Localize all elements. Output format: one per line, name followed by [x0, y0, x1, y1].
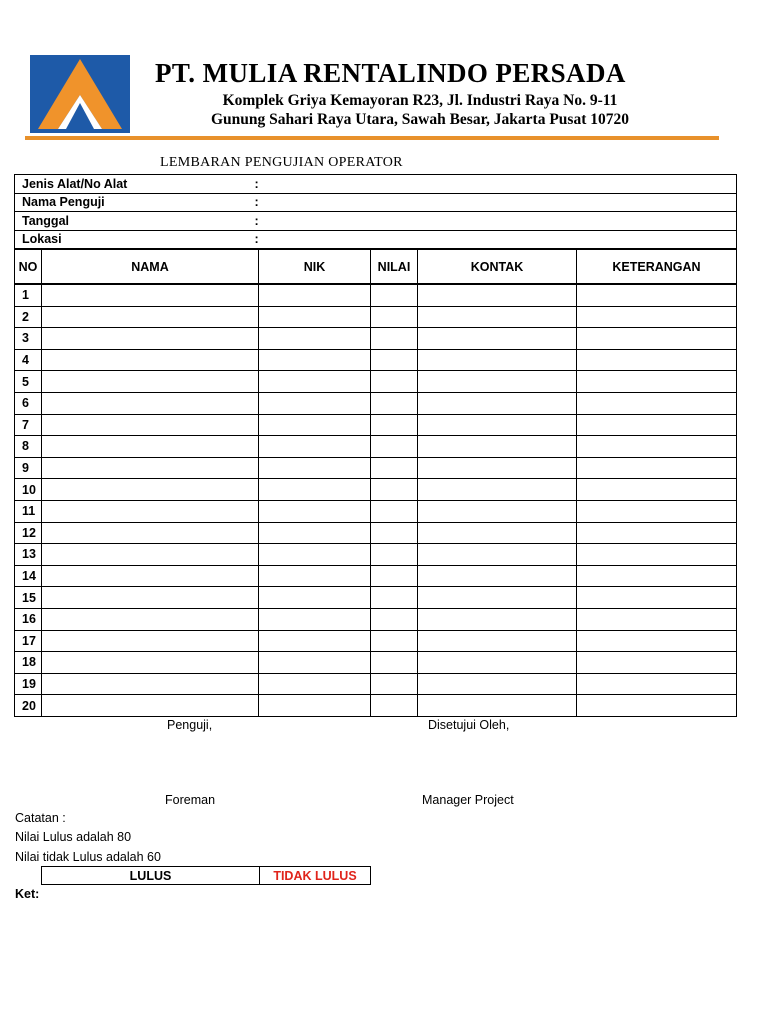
- nama-cell[interactable]: [42, 630, 259, 652]
- nama-cell[interactable]: [42, 414, 259, 436]
- info-table: [14, 174, 737, 249]
- row-number: 2: [15, 306, 42, 328]
- kontak-cell[interactable]: [418, 284, 577, 306]
- keterangan-cell[interactable]: [577, 695, 737, 717]
- kontak-cell[interactable]: [418, 544, 577, 566]
- table-row: [15, 630, 737, 652]
- kontak-cell[interactable]: [418, 652, 577, 674]
- info-label-examiner: Nama Penguji: [15, 193, 255, 212]
- row-number: 15: [15, 587, 42, 609]
- table-row: [15, 392, 737, 414]
- info-value-examiner[interactable]: :: [255, 193, 737, 212]
- nama-cell[interactable]: [42, 587, 259, 609]
- column-header-no: NO: [15, 250, 42, 285]
- nik-cell[interactable]: [259, 695, 371, 717]
- nama-cell[interactable]: [42, 349, 259, 371]
- kontak-cell[interactable]: [418, 500, 577, 522]
- company-name: PT. MULIA RENTALINDO PERSADA: [155, 58, 626, 88]
- row-number: 3: [15, 328, 42, 350]
- table-row: [15, 284, 737, 306]
- info-row-equipment: [15, 175, 737, 194]
- info-value-location[interactable]: :: [255, 230, 737, 249]
- table-row: [15, 328, 737, 350]
- row-number: 18: [15, 652, 42, 674]
- nama-cell[interactable]: [42, 371, 259, 393]
- table-header-row: [15, 250, 737, 285]
- kontak-cell[interactable]: [418, 479, 577, 501]
- nik-cell[interactable]: [259, 392, 371, 414]
- kontak-cell[interactable]: [418, 457, 577, 479]
- table-row: [15, 673, 737, 695]
- keterangan-cell[interactable]: [577, 565, 737, 587]
- nilai-cell[interactable]: [371, 652, 418, 674]
- table-row: [15, 695, 737, 717]
- nik-cell[interactable]: [259, 457, 371, 479]
- column-header-nama: NAMA: [42, 250, 259, 285]
- column-header-nilai: NILAI: [371, 250, 418, 285]
- table-row: [15, 457, 737, 479]
- pass-label[interactable]: LULUS: [42, 867, 260, 885]
- keterangan-cell[interactable]: [577, 587, 737, 609]
- kontak-cell[interactable]: [418, 414, 577, 436]
- notes-heading: Catatan :: [15, 811, 66, 825]
- row-number: 5: [15, 371, 42, 393]
- keterangan-cell[interactable]: [577, 652, 737, 674]
- column-header-kontak: KONTAK: [418, 250, 577, 285]
- fail-score-note: Nilai tidak Lulus adalah 60: [15, 850, 161, 864]
- info-row-date: [15, 212, 737, 231]
- nik-cell[interactable]: [259, 522, 371, 544]
- info-row-location: [15, 230, 737, 249]
- table-row: [15, 436, 737, 458]
- nama-cell[interactable]: [42, 479, 259, 501]
- result-row: [42, 867, 371, 885]
- kontak-cell[interactable]: [418, 306, 577, 328]
- nama-cell[interactable]: [42, 328, 259, 350]
- table-body: [15, 284, 737, 716]
- nama-cell[interactable]: [42, 565, 259, 587]
- keterangan-cell[interactable]: [577, 630, 737, 652]
- nilai-cell[interactable]: [371, 544, 418, 566]
- nilai-cell[interactable]: [371, 371, 418, 393]
- nik-cell[interactable]: [259, 565, 371, 587]
- table-row: [15, 349, 737, 371]
- nilai-cell[interactable]: [371, 284, 418, 306]
- keterangan-cell[interactable]: [577, 608, 737, 630]
- operator-test-table: [14, 249, 737, 717]
- nama-cell[interactable]: [42, 500, 259, 522]
- row-number: 13: [15, 544, 42, 566]
- kontak-cell[interactable]: [418, 392, 577, 414]
- keterangan-cell[interactable]: [577, 284, 737, 306]
- header-divider: [25, 136, 719, 140]
- row-number: 1: [15, 284, 42, 306]
- result-table: [41, 866, 371, 885]
- nilai-cell[interactable]: [371, 500, 418, 522]
- info-label-date: Tanggal: [15, 212, 255, 231]
- keterangan-cell[interactable]: [577, 479, 737, 501]
- kontak-cell[interactable]: [418, 371, 577, 393]
- nilai-cell[interactable]: [371, 608, 418, 630]
- nama-cell[interactable]: [42, 608, 259, 630]
- nama-cell[interactable]: [42, 306, 259, 328]
- examiner-signature-label: Penguji,: [167, 718, 213, 732]
- table-row: [15, 587, 737, 609]
- table-row: [15, 544, 737, 566]
- nilai-cell[interactable]: [371, 695, 418, 717]
- manager-project-title: Manager Project: [422, 793, 514, 807]
- nilai-cell[interactable]: [371, 436, 418, 458]
- nik-cell[interactable]: [259, 544, 371, 566]
- nilai-cell[interactable]: [371, 587, 418, 609]
- company-address-line-1: Komplek Griya Kemayoran R23, Jl. Industri Raya No. 9-11: [222, 92, 618, 109]
- nilai-cell[interactable]: [371, 522, 418, 544]
- nik-cell[interactable]: [259, 306, 371, 328]
- row-number: 11: [15, 500, 42, 522]
- nik-cell[interactable]: [259, 652, 371, 674]
- foreman-title: Foreman: [165, 793, 216, 807]
- nama-cell[interactable]: [42, 284, 259, 306]
- table-row: [15, 522, 737, 544]
- nik-cell[interactable]: [259, 630, 371, 652]
- row-number: 17: [15, 630, 42, 652]
- nik-cell[interactable]: [259, 349, 371, 371]
- nama-cell[interactable]: [42, 436, 259, 458]
- nilai-cell[interactable]: [371, 306, 418, 328]
- info-row-examiner: [15, 193, 737, 212]
- nik-cell[interactable]: [259, 500, 371, 522]
- ket-label: Ket:: [15, 887, 40, 901]
- nama-cell[interactable]: [42, 522, 259, 544]
- keterangan-cell[interactable]: [577, 371, 737, 393]
- info-label-location: Lokasi: [15, 230, 255, 249]
- info-value-date[interactable]: :: [255, 212, 737, 231]
- pass-score-note: Nilai Lulus adalah 80: [15, 830, 132, 844]
- approval-signature-label: Disetujui Oleh,: [428, 718, 510, 732]
- company-address-line-2: Gunung Sahari Raya Utara, Sawah Besar, Jakarta Pusat 10720: [211, 111, 629, 128]
- nama-cell[interactable]: [42, 544, 259, 566]
- nik-cell[interactable]: [259, 479, 371, 501]
- row-number: 20: [15, 695, 42, 717]
- nilai-cell[interactable]: [371, 457, 418, 479]
- nilai-cell[interactable]: [371, 630, 418, 652]
- company-logo: [30, 55, 130, 133]
- nik-cell[interactable]: [259, 284, 371, 306]
- keterangan-cell[interactable]: [577, 349, 737, 371]
- table-row: [15, 306, 737, 328]
- column-header-nik: NIK: [259, 250, 371, 285]
- kontak-cell[interactable]: [418, 673, 577, 695]
- kontak-cell[interactable]: [418, 630, 577, 652]
- row-number: 8: [15, 436, 42, 458]
- kontak-cell[interactable]: [418, 349, 577, 371]
- row-number: 14: [15, 565, 42, 587]
- table-row: [15, 608, 737, 630]
- form-title: LEMBARAN PENGUJIAN OPERATOR: [160, 155, 403, 170]
- nik-cell[interactable]: [259, 371, 371, 393]
- row-number: 6: [15, 392, 42, 414]
- kontak-cell[interactable]: [418, 522, 577, 544]
- nilai-cell[interactable]: [371, 392, 418, 414]
- kontak-cell[interactable]: [418, 565, 577, 587]
- nilai-cell[interactable]: [371, 414, 418, 436]
- nama-cell[interactable]: [42, 457, 259, 479]
- row-number: 12: [15, 522, 42, 544]
- row-number: 16: [15, 608, 42, 630]
- table-row: [15, 414, 737, 436]
- nilai-cell[interactable]: [371, 349, 418, 371]
- nik-cell[interactable]: [259, 328, 371, 350]
- keterangan-cell[interactable]: [577, 500, 737, 522]
- nilai-cell[interactable]: [371, 565, 418, 587]
- table-row: [15, 652, 737, 674]
- nik-cell[interactable]: [259, 436, 371, 458]
- kontak-cell[interactable]: [418, 608, 577, 630]
- nik-cell[interactable]: [259, 414, 371, 436]
- nilai-cell[interactable]: [371, 328, 418, 350]
- nama-cell[interactable]: [42, 695, 259, 717]
- keterangan-cell[interactable]: [577, 457, 737, 479]
- table-row: [15, 500, 737, 522]
- keterangan-cell[interactable]: [577, 544, 737, 566]
- kontak-cell[interactable]: [418, 587, 577, 609]
- nik-cell[interactable]: [259, 673, 371, 695]
- keterangan-cell[interactable]: [577, 328, 737, 350]
- keterangan-cell[interactable]: [577, 522, 737, 544]
- fail-label[interactable]: TIDAK LULUS: [260, 867, 371, 885]
- kontak-cell[interactable]: [418, 695, 577, 717]
- keterangan-cell[interactable]: [577, 436, 737, 458]
- row-number: 9: [15, 457, 42, 479]
- keterangan-cell[interactable]: [577, 414, 737, 436]
- row-number: 19: [15, 673, 42, 695]
- keterangan-cell[interactable]: [577, 392, 737, 414]
- keterangan-cell[interactable]: [577, 306, 737, 328]
- row-number: 7: [15, 414, 42, 436]
- table-row: [15, 371, 737, 393]
- nik-cell[interactable]: [259, 587, 371, 609]
- row-number: 10: [15, 479, 42, 501]
- info-label-equipment: Jenis Alat/No Alat: [15, 175, 255, 194]
- nama-cell[interactable]: [42, 652, 259, 674]
- nama-cell[interactable]: [42, 673, 259, 695]
- nik-cell[interactable]: [259, 608, 371, 630]
- nilai-cell[interactable]: [371, 673, 418, 695]
- nama-cell[interactable]: [42, 392, 259, 414]
- keterangan-cell[interactable]: [577, 673, 737, 695]
- info-value-equipment[interactable]: :: [255, 175, 737, 194]
- table-row: [15, 565, 737, 587]
- kontak-cell[interactable]: [418, 328, 577, 350]
- row-number: 4: [15, 349, 42, 371]
- table-row: [15, 479, 737, 501]
- kontak-cell[interactable]: [418, 436, 577, 458]
- nilai-cell[interactable]: [371, 479, 418, 501]
- column-header-keterangan: KETERANGAN: [577, 250, 737, 285]
